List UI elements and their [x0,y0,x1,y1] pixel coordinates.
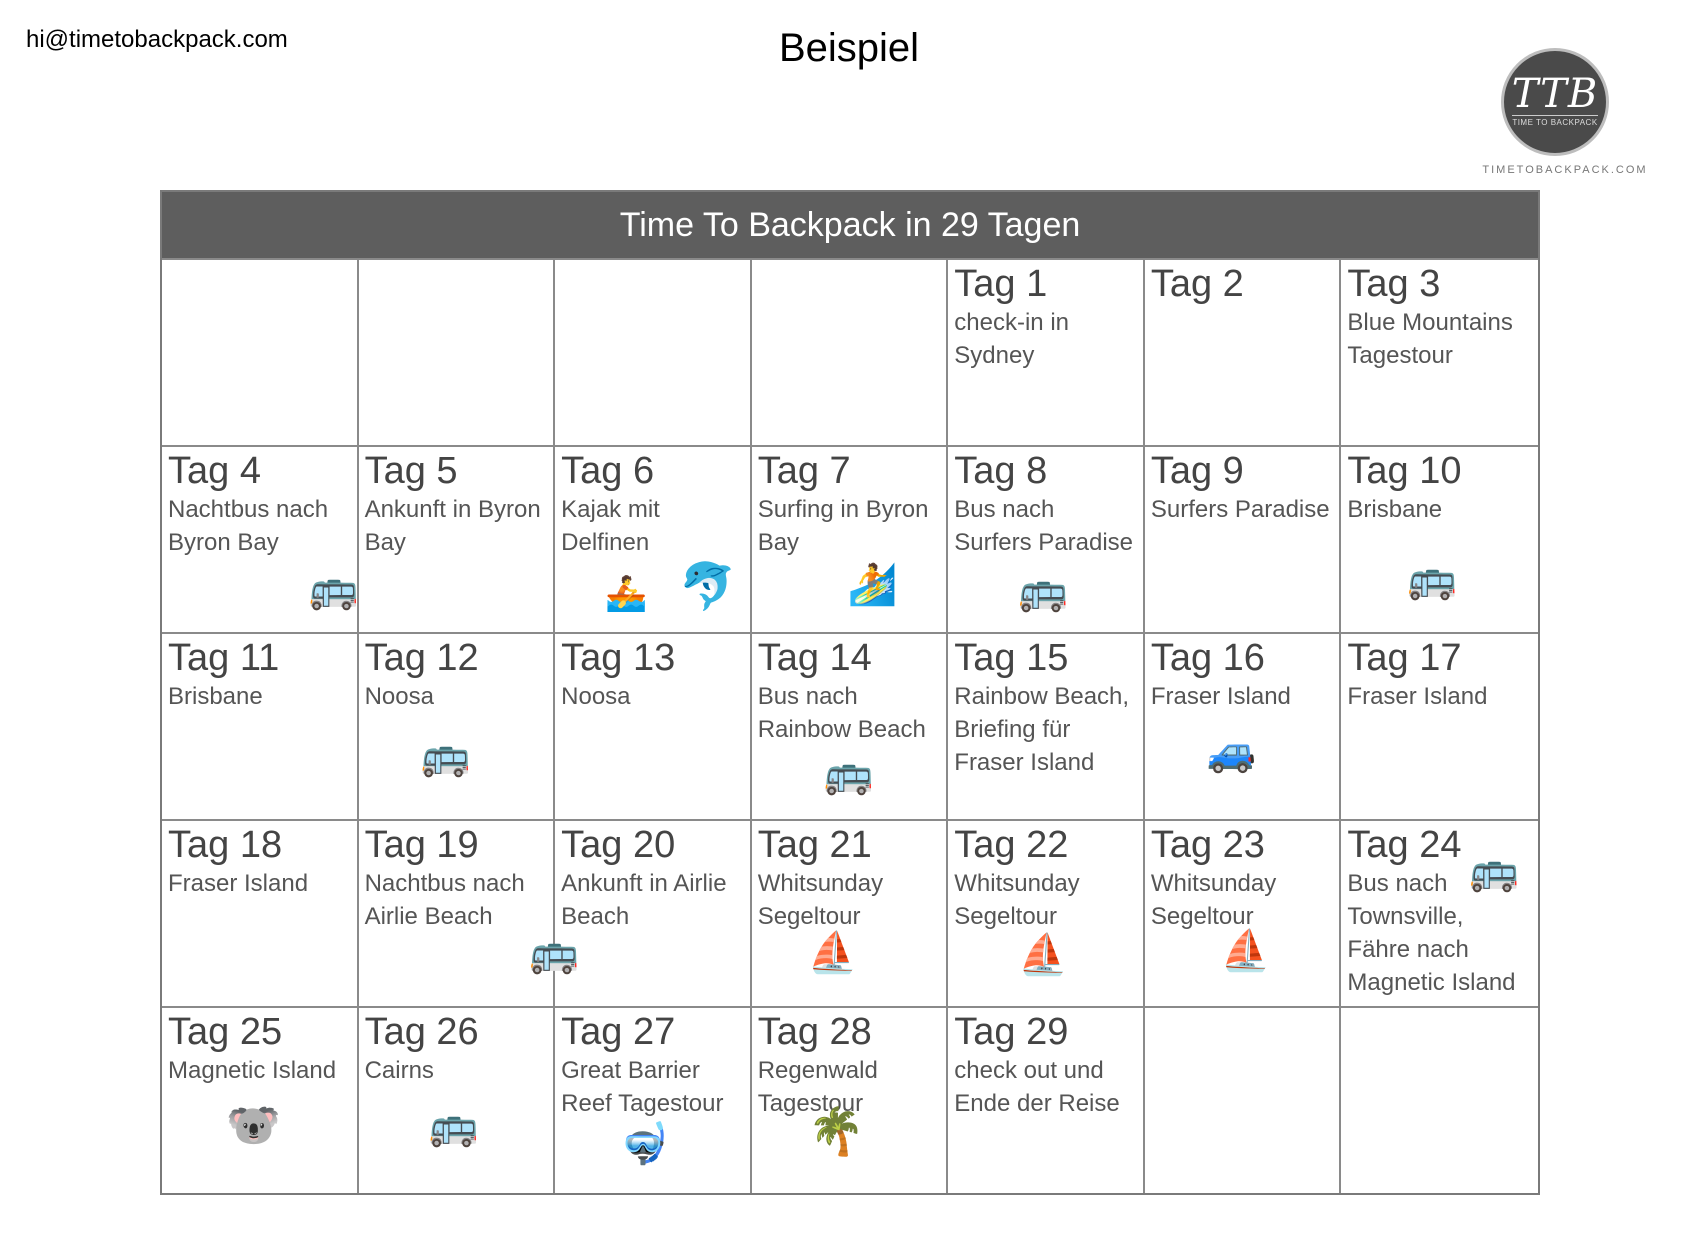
day-label: Tag 26 [364,1011,479,1053]
day-description: Noosa [364,683,434,710]
palm-tree-icon: 🌴 [807,1104,865,1158]
day-label: Tag 22 [954,824,1069,866]
day-label: Tag 7 [757,450,851,492]
day-label: Tag 12 [364,637,479,679]
day-description: Whitsunday Segeltour [954,870,1080,930]
day-label: Tag 8 [954,450,1048,492]
day-cell-4 [162,445,359,632]
day-description: Bus nach Townsville, Fähre nach Magnetic Island [1347,870,1516,996]
day-cell-24 [1341,819,1538,1006]
day-cell-7 [752,445,949,632]
day-description: Surfing in Byron Bay [757,496,929,556]
day-cell-13 [555,632,752,819]
day-label: Tag 16 [1150,637,1265,679]
jeep-icon: 🚙 [1206,729,1257,775]
day-label: Tag 13 [561,637,676,679]
logo-tagline: TIME TO BACKPACK [1512,115,1598,127]
day-description: Regenwald Tagestour [757,1057,878,1117]
calendar-header: Time To Backpack in 29 Tagen [162,192,1538,258]
bus-icon: 🚌 [823,751,874,797]
day-label: Tag 25 [168,1011,283,1053]
day-label: Tag 15 [954,637,1069,679]
day-cell-14 [752,632,949,819]
day-cell-28 [752,1006,949,1193]
day-description: Whitsunday Segeltour [1150,870,1277,930]
day-label: Tag 4 [168,450,261,492]
day-description: Great Barrier Reef Tagestour [561,1057,724,1117]
day-description: Blue Mountains Tagestour [1347,309,1513,369]
day-cell-9 [1145,445,1342,632]
bus-icon: 🚌 [1407,556,1458,602]
day-label: Tag 11 [168,637,280,679]
empty-cell [162,258,359,445]
day-label: Tag 3 [1347,263,1441,305]
dolphin-icon: 🐬 [679,559,737,613]
day-description: Bus nach Rainbow Beach [757,683,926,743]
day-description: Brisbane [168,683,263,710]
day-description: Brisbane [1347,496,1443,523]
day-cell-12 [359,632,556,819]
day-cell-1 [948,258,1145,445]
empty-cell [359,258,556,445]
day-description: Cairns [364,1057,434,1084]
calendar-grid [162,258,1538,1193]
logo-monogram: TTB [1511,71,1599,117]
page-title: Beispiel [778,26,920,70]
day-cell-23 [1145,819,1342,1006]
day-description: Ankunft in Airlie Beach [561,870,727,930]
koala-icon: 🐨 [226,1100,281,1151]
day-description: Kajak mit Delfinen [561,496,660,556]
bus-icon: 🚌 [1018,568,1069,614]
day-label: Tag 24 [1347,824,1462,866]
bus-icon: 🚌 [529,930,580,976]
day-label: Tag 23 [1150,824,1265,866]
bus-icon: 🚌 [1469,848,1520,894]
day-cell-27 [555,1006,752,1193]
day-description: Ankunft in Byron Bay [364,496,541,556]
day-description: Fraser Island [168,870,309,897]
itinerary-calendar [160,190,1540,1195]
day-cell-5 [359,445,556,632]
day-cell-25 [162,1006,359,1193]
day-label: Tag 2 [1150,263,1244,305]
email-address: hi@timetobackpack.com [26,26,288,53]
day-cell-3 [1341,258,1538,445]
day-cell-17 [1341,632,1538,819]
day-cell-21 [752,819,949,1006]
day-description: Fraser Island [1150,683,1291,710]
day-description: Rainbow Beach, Briefing für Fraser Island [954,683,1130,776]
day-cell-18 [162,819,359,1006]
sailboat-icon: ⛵ [807,930,858,976]
day-label: Tag 1 [954,263,1048,305]
day-label: Tag 9 [1150,450,1244,492]
sailboat-icon: ⛵ [1018,932,1069,978]
day-cell-11 [162,632,359,819]
day-description: Nachtbus nach Byron Bay [168,496,329,556]
day-label: Tag 10 [1347,450,1462,492]
day-description: check-in in Sydney [954,309,1069,369]
kayak-icon: 🚣 [605,574,648,614]
day-description: Bus nach Surfers Paradise [954,496,1134,556]
day-cell-22 [948,819,1145,1006]
bus-icon: 🚌 [308,566,359,612]
day-cell-10 [1341,445,1538,632]
day-cell-19 [359,819,580,1006]
snorkel-mask-icon: 🤿 [619,1121,669,1167]
day-label: Tag 19 [364,824,479,866]
empty-cell [555,258,752,445]
day-cell-8 [948,445,1145,632]
empty-cell [1145,1006,1342,1193]
day-cell-15 [948,632,1145,819]
empty-cell [1341,1006,1538,1193]
day-label: Tag 27 [561,1011,676,1053]
day-label: Tag 18 [168,824,283,866]
brand-logo [1470,44,1660,184]
day-description: Nachtbus nach Airlie Beach [364,870,525,930]
day-label: Tag 17 [1347,637,1462,679]
day-cell-6 [555,445,752,632]
surfer-icon: 🏄 [847,562,898,608]
day-description: Noosa [561,683,631,710]
day-label: Tag 21 [757,824,872,866]
day-label: Tag 29 [954,1011,1069,1053]
day-description: Surfers Paradise [1150,496,1330,523]
day-label: Tag 6 [561,450,655,492]
empty-cell [752,258,949,445]
day-description: check out und Ende der Reise [954,1057,1120,1117]
day-description: Magnetic Island [168,1057,337,1084]
day-label: Tag 5 [364,450,458,492]
day-cell-20 [555,819,752,1006]
day-description: Fraser Island [1347,683,1488,710]
bus-icon: 🚌 [428,1103,479,1149]
logo-url: TIMETOBACKPACK.COM [1482,164,1648,176]
day-cell-16 [1145,632,1342,819]
day-cell-2 [1145,258,1342,445]
bus-icon: 🚌 [420,733,471,779]
day-cell-26 [359,1006,556,1193]
day-label: Tag 14 [757,637,872,679]
day-cell-29 [948,1006,1145,1193]
day-description: Whitsunday Segeltour [757,870,884,930]
sailboat-icon: ⛵ [1220,928,1271,974]
day-label: Tag 28 [757,1011,872,1053]
day-label: Tag 20 [561,824,676,866]
